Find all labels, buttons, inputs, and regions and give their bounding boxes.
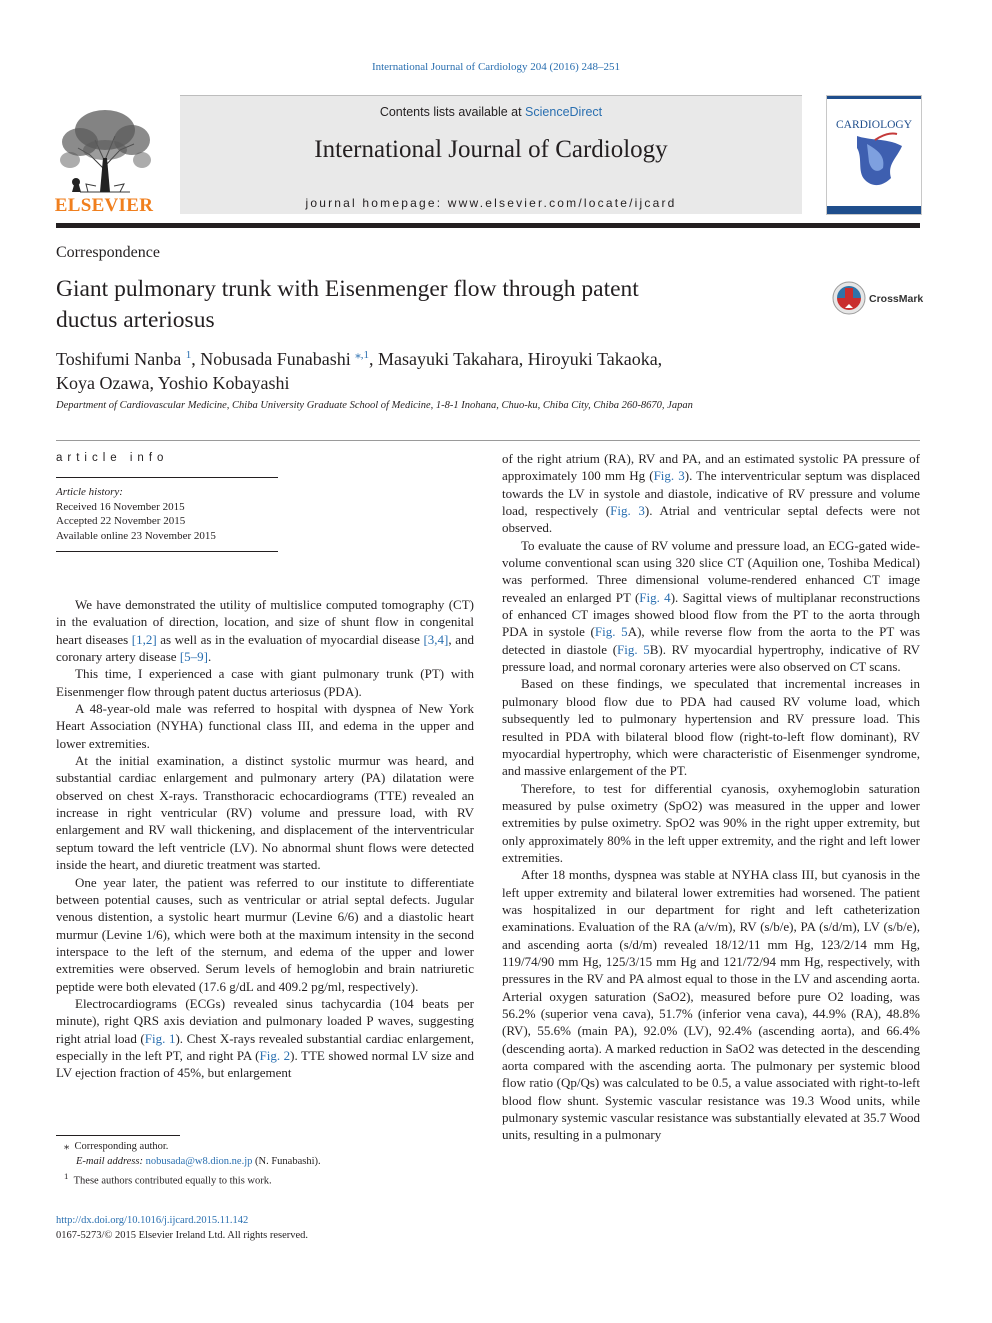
figure-link[interactable]: Fig. 3 — [653, 468, 685, 484]
reference-link[interactable]: [1,2] — [131, 631, 157, 647]
body-paragraph: To evaluate the cause of RV volume and pressure load, an ECG-gated wide-volume conventional scan using 320 slice CT (Aquilion one, Toshiba Medical) was performed. Three dimensional volume-rendered enhanced CT image revealed an enlarged PT (Fig. 4). Sagittal views of multiplanar reconstructions of enhanced CT images showed blood flow from the PT to the aorta through PDA in systole (Fig. 5A), while reverse flow from the aorta to the PT was detected in diastole (Fig. 5B). RV myocardial hypertrophy, indicative of RV pressure load, and normal coronary arteries were also observed on CT scans. — [502, 537, 921, 675]
equal-contribution-footnote: $^1$ These authors contributed equally to this work. — [64, 1171, 272, 1187]
figure-link[interactable]: Fig. 3 — [610, 503, 645, 519]
article-info-top-rule — [56, 440, 920, 441]
body-paragraph: A 48-year-old male was referred to hospital with dyspnea of New York Heart Association (NYHA) functional class III, and edema in the upper and lower extremities. — [56, 701, 474, 751]
figure-link[interactable]: Fig. 1 — [144, 1030, 176, 1046]
journal-citation-link[interactable]: International Journal of Cardiology 204 (2016) 248–251 — [371, 61, 621, 73]
journal-homepage[interactable]: journal homepage: www.elsevier.com/locate/ijcard — [305, 196, 677, 210]
corresponding-author-footnote: ⁎ Corresponding author. — [64, 1141, 169, 1152]
body-paragraph: We have demonstrated the utility of multislice computed tomography (CT) in the evaluation of direction, location, and size of shunt flow in congenital heart diseases [1,2] as well as in the evaluation of myocardial disease [3,4], and coronary artery disease [5–9]. — [56, 597, 474, 665]
figure-link[interactable]: Fig. 5 — [617, 641, 650, 657]
journal-cover-art — [827, 96, 921, 214]
figure-link[interactable]: Fig. 2 — [259, 1047, 291, 1063]
author-affil-mark[interactable]: 1 — [185, 349, 192, 361]
cover-title: CARDIOLOGY — [835, 119, 913, 131]
body-paragraph: of the right atrium (RA), RV and PA, and an estimated systolic PA pressure of approximately 100 mm Hg (Fig. 3). The interventricular septum was displaced towards the LV in systole and diastole, indicative of RV pressure and volume load, respectively (Fig. 3). Atrial and ventricular septal defects were not observed. — [502, 451, 921, 536]
body-column-left — [56, 596, 474, 1082]
article-info-heading: article info — [56, 452, 169, 464]
body-column-right — [502, 450, 920, 1144]
elsevier-wordmark: ELSEVIER — [54, 195, 154, 216]
author-email-link[interactable]: nobusada@w8.dion.ne.jp — [145, 1155, 253, 1167]
contents-available-line: Contents lists available at ScienceDirect — [379, 105, 603, 119]
sciencedirect-link[interactable]: ScienceDirect — [525, 105, 603, 119]
copyright-notice: 0167-5273/© 2015 Elsevier Ireland Ltd. All rights reserved. — [56, 1230, 309, 1241]
body-paragraph: After 18 months, dyspnea was stable at NYHA class III, but cyanosis in the left upper extremity and bilateral lower extremities had worsened. The patient was hospitalized in our department for right and left catheterization examinations. Evaluation of the RA (a/v/m), RV (s/b/e), PA (s/d/m), LV (s/b/e), and ascending aorta (s/d/m) revealed 18/12/11 mm Hg, 123/2/14 mm Hg, 119/74/90 mm Hg, 125/3/15 mm Hg and 121/72/94 mm Hg, respectively, with pressures in the RV and PA almost equal to those in the LV and ascending aorta. Arterial oxygen saturation (SaO2), measured before pure O2 loading, was 56.2% (superior vena cava), 51.7% (inferior vena cava), 44.9% (RA), 48.8% (RV), 55.6% (main PA), 92.0% (LV), 92.4% (ascending aorta), and 66.4% (descending aorta). A marked reduction in SaO2 was detected in the descending aorta compared with the ascending aorta. The pulmonary per systemic blood flow ratio (Qp/Qs) was calculated to be 0.5, a value associated with right-to-left blood flow shunt. Systemic vascular resistance was 19.3 Wood units, while pulmonary systemic vascular resistance was substantially elevated at 35.7 Wood units, resulting in a pulmonary — [502, 867, 920, 1143]
crossmark-badge[interactable] — [832, 280, 932, 316]
body-paragraph: This time, I experienced a case with giant pulmonary trunk (PT) with Eisenmenger flow through patent ductus arteriosus (PDA). — [56, 666, 474, 699]
article-history: Article history: Received 16 November 2015 Accepted 22 November 2015 Available online 23 November 2015 — [56, 486, 216, 542]
body-paragraph: Electrocardiograms (ECGs) revealed sinus tachycardia (104 beats per minute), right QRS axis deviation and pulmonary loaded P waves, suggesting right atrial load (Fig. 1). Chest X-rays revealed substantial cardiac enlargement, especially in the left PT, and right PA (Fig. 2). TTE showed normal LV size and LV ejection fraction of 45%, but enlargement — [56, 995, 474, 1081]
article-info-rule — [56, 477, 278, 478]
author-affiliation: Department of Cardiovascular Medicine, Chiba University Graduate School of Medicine, 1-8-1 Inohana, Chuo-ku, Chiba City, Chiba 260-8670, Japan — [56, 400, 693, 411]
journal-name: International Journal of Cardiology — [314, 136, 668, 163]
article-info-bottom-rule — [56, 551, 278, 552]
author-list: Toshifumi Nanba $^1$, Nobusada Funabashi $^{⁎,1}$, Masayuki Takahara, Hiroyuki Takaoka, Koya Ozawa, Yoshio Kobayashi — [56, 349, 663, 393]
figure-link[interactable]: Fig. 5 — [594, 624, 628, 640]
article-section-label: Correspondence — [56, 244, 160, 261]
body-paragraph: One year later, the patient was referred to our institute to differentiate between potential causes, such as ventricular or atrial septal defects. Jugular venous distention, a systolic heart murmur (Levine 6/6) and a diastolic heart murmur (Levine 1/6), which were both at the maximum intensity in the second interspace to the left of the sternum, and edema of the upper and lower extremities were observed. Serum levels of hemoglobin and brain natriuretic peptide were both elevated (17.6 g/dL and 409.2 pg/ml, respectively). — [56, 874, 474, 994]
crossmark-label: CrossMark — [869, 293, 924, 305]
doi-link[interactable]: http://dx.doi.org/10.1016/j.ijcard.2015.11.142 — [56, 1215, 249, 1226]
header-divider — [56, 223, 920, 228]
corresponding-author-mark[interactable]: ⁎,1 — [355, 349, 369, 361]
figure-link[interactable]: Fig. 4 — [639, 589, 671, 605]
footnotes — [56, 1140, 476, 1189]
body-paragraph: Therefore, to test for differential cyanosis, oxyhemoglobin saturation measured by pulse oximetry (SpO2) was measured in the upper and lower extremities by pulse oximetry. SpO2 was 90% in the right upper extremity, but only approximately 80% in the left upper extremity, and the right and left lower extremities. — [502, 780, 920, 865]
journal-cover-thumbnail[interactable] — [826, 95, 922, 215]
reference-link[interactable]: [5–9] — [179, 649, 208, 665]
email-footnote: E-mail address: nobusada@w8.dion.ne.jp (N. Funabashi). — [76, 1155, 321, 1167]
body-paragraph: At the initial examination, a distinct systolic murmur was heard, and substantial cardiac enlargement and pulmonary artery (PA) dilatation were observed on chest X-rays. Transthoracic echocardiograms (TTE) revealed an increase in right ventricular (RV) volume and pressure load, with RV enlargement and RV wall thickening, and displacement of the interventricular septum toward the left ventricle (LV). No abnormal shunt flows were detected inside the heart, and diuretic treatment was started. — [56, 753, 474, 873]
footnote-rule — [56, 1135, 180, 1136]
reference-link[interactable]: [3,4] — [423, 631, 449, 647]
body-paragraph: Based on these findings, we speculated that incremental increases in pulmonary blood flow due to PDA had caused RV volume load, which subsequently led to pulmonary hypertension and RV pressure load. This resulted in PDA with bilateral blood flow (right-to-left flow dominant), RV myocardial hypertrophy, which were characteristic of Eisenmenger syndrome, and massive enlargement of the PT. — [502, 676, 920, 779]
article-title: Giant pulmonary trunk with Eisenmenger flow through patent ductus arteriosus — [56, 276, 639, 333]
